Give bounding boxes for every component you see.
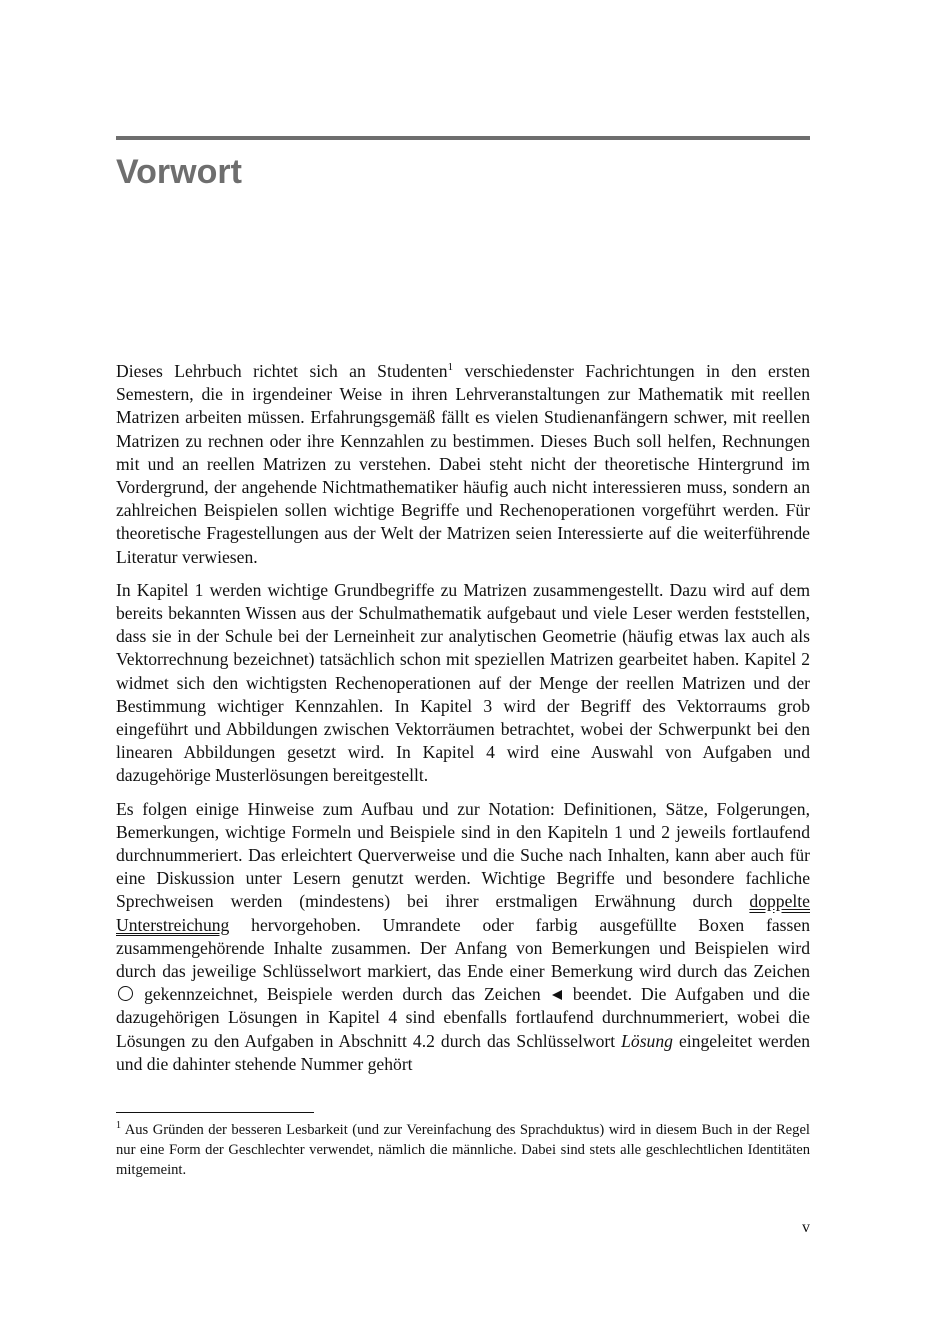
double-underline-example: doppelte Unterstreichung <box>116 891 810 935</box>
footnote-text: Aus Gründen der besseren Lesbarkeit (und zur Vereinfachung des Sprachduktus) wird in diesem Buch in der Regel nur eine Form der Geschlechter verwendet, nämlich die männliche. Dabei sind stets alle geschlechtlichen Identitäten mitgemeint. <box>116 1122 810 1178</box>
footnote-reference[interactable]: 1 <box>447 361 454 374</box>
paragraph-notation <box>116 798 810 1076</box>
keyword-loesung: Lösung <box>621 1030 673 1051</box>
paragraph-notation-part-b: hervorgehoben. Umrandete oder farbig ausgefüllte Boxen fassen zusammengehörende Inhalte zusammen. Der Anfang von Bemerkungen und Beispielen wird durch das jeweilige Schlüsselwort markiert, das Ende einer Bemerkung wird durch das Zeichen <box>116 914 810 982</box>
paragraph-notation-part-e: eingeleitet werden und die dahinter stehende Nummer gehört <box>116 1030 810 1074</box>
chapter-title: Vorwort <box>116 153 242 191</box>
body-text <box>116 360 810 1086</box>
paragraph-notation-part-d: beendet. Die Aufgaben und die dazugehörigen Lösungen in Kapitel 4 sind ebenfalls fortlaufend durchnummeriert, wobei die Lösungen zu den Aufgaben in Abschnitt 4.2 durch das Schlüsselwort <box>116 984 810 1051</box>
paragraph-intro <box>116 360 810 569</box>
left-triangle-icon <box>552 990 562 1000</box>
hollow-circle-icon <box>118 986 133 1001</box>
chapter-heading-rule <box>116 136 810 140</box>
footnote <box>116 1120 810 1180</box>
paragraph-intro-rest: verschiedenster Fachrichtungen in den ersten Semestern, die in irgendeiner Weise in ihren Lehrveranstaltungen zur Mathematik mit reellen Matrizen arbeiten müssen. Erfahrungsgemäß fällt es vielen Studienanfängern schwer, mit reellen Matrizen zu rechnen oder ihre Kennzahlen zu bestimmen. Dieses Buch soll helfen, Rechnungen mit und an reellen Matrizen zu verstehen. Dabei steht nicht der theoretische Hintergrund im Vordergrund, der angehende Nichtmathematiker häufig auch nicht interessieren muss, sondern an zahlreichen Beispielen sollen wichtige Begriffe und Rechenoperationen vorgeführt werden. Für theoretische Fragestellungen aus der Welt der Matrizen seien Interessierte auf die weiterführende Literatur verwiesen. <box>116 361 810 567</box>
paragraph-notation-part-c: gekennzeichnet, Beispiele werden durch das Zeichen <box>135 984 550 1005</box>
paragraph-notation-part-a: Es folgen einige Hinweise zum Aufbau und zur Notation: Definitionen, Sätze, Folgerungen, Bemerkungen, wichtige Formeln und Beispiele sind in den Kapiteln 1 und 2 jeweils fortlaufend durchnummeriert. Das erleichtert Querverweise und die Suche nach Inhalten, kann aber auch für eine Diskussion unter Lesern genutzt werden. Wichtige Begriffe und besondere fachliche Sprechweisen werden (mindestens) bei ihrer erstmaligen Erwähnung durch <box>116 798 810 912</box>
page-number: v <box>802 1219 810 1236</box>
paragraph-intro-start: Dieses Lehrbuch richtet sich an Studenten <box>116 361 448 381</box>
paragraph-chapters: In Kapitel 1 werden wichtige Grundbegriffe zu Matrizen zusammengestellt. Dazu wird auf dem bereits bekannten Wissen aus der Schulmathematik aufgebaut und viele Leser werden feststellen, dass sie in der Schule bei der Lerneinheit zur analytischen Geometrie (häufig etwas lax auch als Vektorrechnung bezeichnet) tatsächlich schon mit speziellen Matrizen gearbeitet haben. Kapitel 2 widmet sich den wichtigsten Rechenoperationen auf der Menge der reellen Matrizen und der Bestimmung wichtiger Kennzahlen. In Kapitel 3 wird der Begriff des Vektorraums grob eingeführt und Abbildungen zwischen Vektorräumen betrachtet, wobei der Schwerpunkt bei den linearen Abbildungen gesetzt wird. In Kapitel 4 wird eine Auswahl von Aufgaben und dazugehörige Musterlösungen bereitgestellt. <box>116 579 810 786</box>
footnote-rule <box>116 1112 314 1113</box>
footnote-number: 1 <box>116 1120 121 1132</box>
